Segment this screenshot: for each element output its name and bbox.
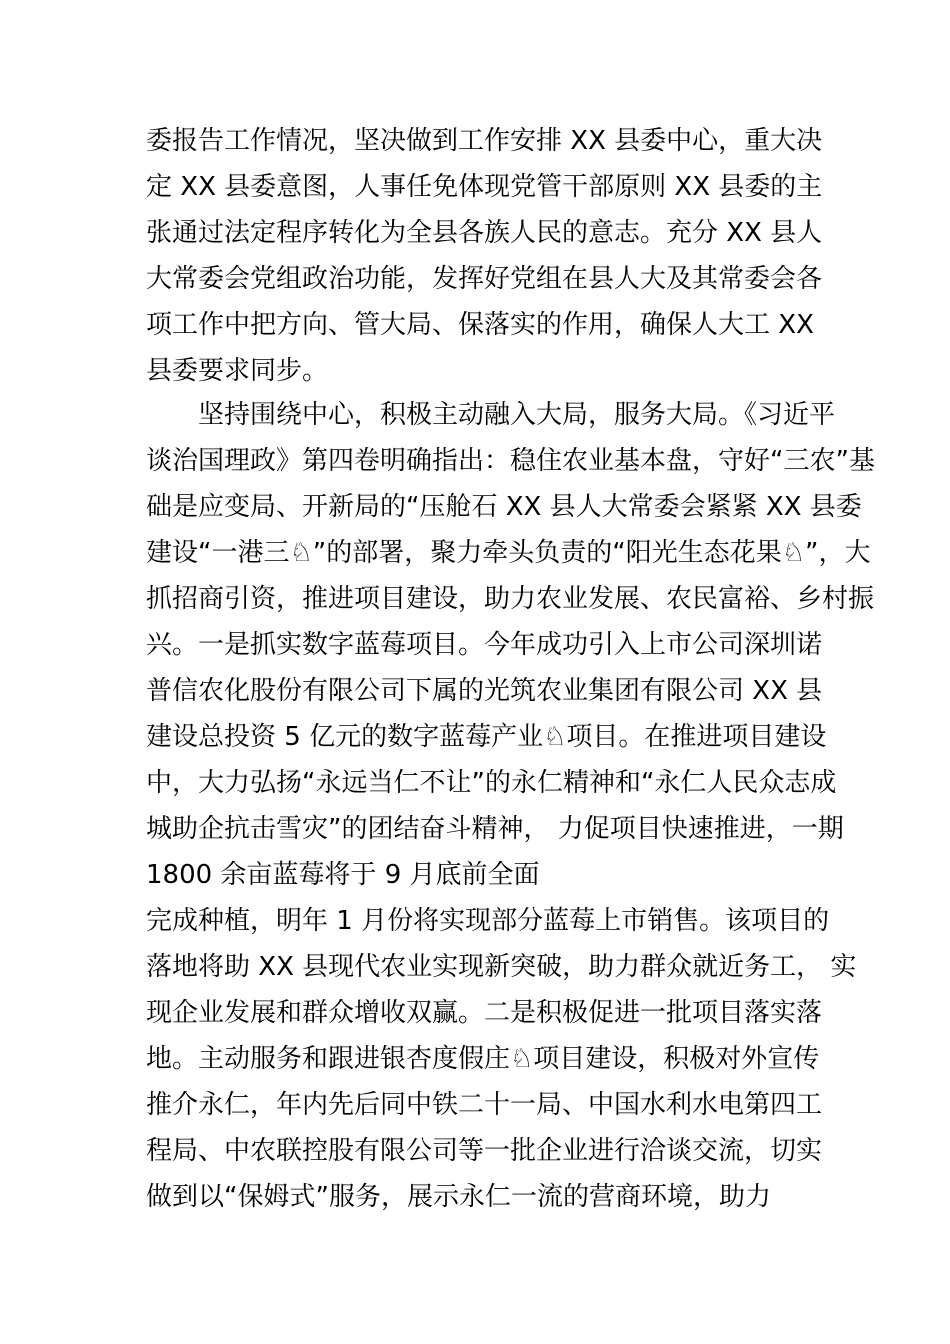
paragraph-line: 完成种植，明年 1 月份将实现部分蓝莓上市销售。该项目的	[146, 906, 830, 936]
paragraph-line: 大常委会党组政治功能，发挥好党组在县人大及其常委会各	[146, 264, 823, 294]
paragraph-line: 城助企抗击雪灾”的团结奋斗精神， 力促项目快速推进，一期	[146, 814, 844, 844]
paragraph-line: 谈治国理政》第四卷明确指出：稳住农业基本盘，守好“三农”基	[146, 446, 875, 476]
paragraph-line: 抓招商引资，推进项目建设，助力农业发展、农民富裕、乡村振	[146, 584, 875, 614]
paragraph-line: 坚持围绕中心，积极主动融入大局，服务大局。《习近平	[198, 400, 836, 430]
paragraph-2	[146, 392, 875, 898]
paragraph-line: 础是应变局、开新局的“压舱石 XX 县人大常委会紧紧 XX 县委	[146, 492, 862, 522]
paragraph-line: 建设总投资 5 亿元的数字蓝莓产业♘项目。在推进项目建设	[146, 722, 827, 752]
paragraph-line: 委报告工作情况，坚决做到工作安排 XX 县委中心，重大决	[146, 126, 823, 156]
paragraph-line: 落地将助 XX 县现代农业实现新突破，助力群众就近务工， 实	[146, 952, 857, 982]
paragraph-line: 定 XX 县委意图，人事任免体现党管干部原则 XX 县委的主	[146, 172, 823, 202]
paragraph-line: 普信农化股份有限公司下属的光筑农业集团有限公司 XX 县	[146, 676, 823, 706]
paragraph-line: 推介永仁，年内先后同中铁二十一局、中国水利水电第四工	[146, 1090, 823, 1120]
paragraph-line: 兴。一是抓实数字蓝莓项目。今年成功引入上市公司深圳诺	[146, 630, 823, 660]
paragraph-line: 地。主动服务和跟进银杏度假庄♘项目建设，积极对外宣传	[146, 1044, 820, 1074]
paragraph-line: 现企业发展和群众增收双赢。二是积极促进一批项目落实落	[146, 998, 823, 1028]
paragraph-1	[146, 118, 836, 394]
paragraph-line: 建设“一港三♘”的部署，聚力牵头负责的“阳光生态花果♘”，大	[146, 538, 871, 568]
paragraph-line: 1800 余亩蓝莓将于 9 月底前全面	[146, 860, 540, 890]
paragraph-line: 项工作中把方向、管大局、保落实的作用，确保人大工 XX	[146, 310, 814, 340]
paragraph-line: 中，大力弘扬“永远当仁不让”的永仁精神和“永仁人民众志成	[146, 768, 837, 798]
paragraph-line: 做到以“保姆式”服务，展示永仁一流的营商环境，助力	[146, 1182, 771, 1212]
paragraph-line: 张通过法定程序转化为全县各族人民的意志。充分 XX 县人	[146, 218, 823, 248]
paragraph-3	[146, 898, 857, 1220]
paragraph-line: 县委要求同步。	[146, 356, 329, 386]
paragraph-line: 程局、中农联控股有限公司等一批企业进行洽谈交流，切实	[146, 1136, 823, 1166]
